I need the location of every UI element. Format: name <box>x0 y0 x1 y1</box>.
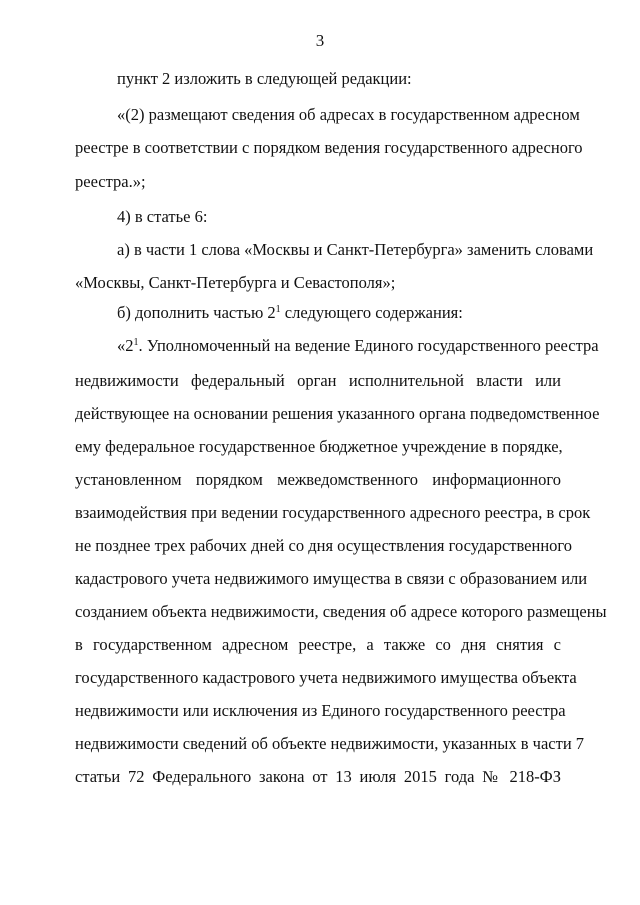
text-line <box>117 302 561 324</box>
text-line: 4) в статье 6: <box>117 207 208 226</box>
text-line: недвижимости сведений об объекте недвижимости, указанных в части 7 <box>75 734 585 753</box>
text-line <box>117 335 599 357</box>
text-line: установленном порядком межведомственного информационного <box>75 470 561 489</box>
text-line: недвижимости федеральный орган исполнительной власти или <box>75 371 561 390</box>
text-line: не позднее трех рабочих дней со дня осуществления государственного <box>75 536 573 555</box>
text-line: действующее на основании решения указанного органа подведомственное <box>75 404 600 423</box>
text-line: недвижимости или исключения из Единого государственного реестра <box>75 701 566 720</box>
superscript: 1 <box>275 304 281 315</box>
text-line: а) в части 1 слова «Москвы и Санкт-Петербурга» заменить словами <box>117 240 594 259</box>
text-line: реестре в соответствии с порядком ведения государственного адресного <box>75 138 583 157</box>
text-line: ему федеральное государственное бюджетное учреждение в порядке, <box>75 437 563 456</box>
text-line: реестра.»; <box>75 172 146 191</box>
text-line: созданием объекта недвижимости, сведения об адресе которого размещены <box>75 602 607 621</box>
text-span: следующего содержания: <box>280 303 463 322</box>
text-line: «Москвы, Санкт-Петербурга и Севастополя»; <box>75 273 396 292</box>
text-span: . Уполномоченный на ведение Единого государственного реестра <box>138 336 599 355</box>
text-line: статьи 72 Федерального закона от 13 июля 2015 года № 218-ФЗ <box>75 767 561 786</box>
text-span: «2 <box>117 336 134 355</box>
text-span: б) дополнить частью 2 <box>117 303 276 322</box>
page-number: 3 <box>315 31 325 50</box>
text-line: кадастрового учета недвижимого имущества в связи с образованием или <box>75 569 588 588</box>
text-line: взаимодействия при ведении государственного адресного реестра, в срок <box>75 503 591 522</box>
text-line: в государственном адресном реестре, а также со дня снятия с <box>75 635 561 654</box>
text-line: «(2) размещают сведения об адресах в государственном адресном <box>117 105 580 124</box>
text-line: государственного кадастрового учета недвижимого имущества объекта <box>75 668 577 687</box>
text-line: пункт 2 изложить в следующей редакции: <box>117 69 412 88</box>
superscript: 1 <box>133 337 139 348</box>
